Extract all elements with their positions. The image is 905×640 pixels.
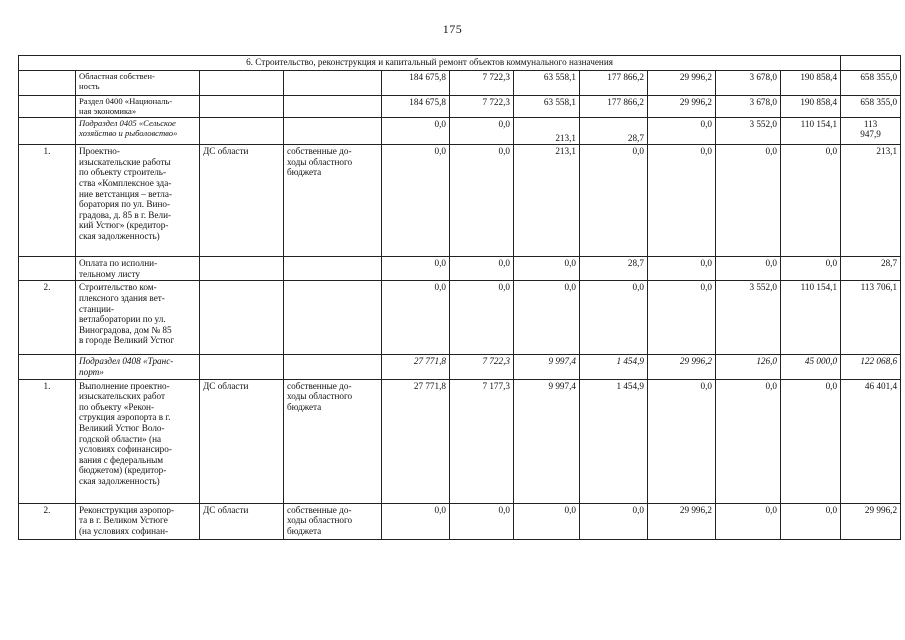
section-header-row — [19, 56, 901, 71]
row-name: Оплата по исполни- тельному листу — [76, 257, 200, 281]
row-source: собственные до- ходы областного бюджета — [284, 503, 382, 539]
row-total: 113 706,1 — [841, 281, 901, 355]
row-total: 658 355,0 — [841, 96, 901, 118]
budget-table — [18, 55, 901, 540]
row-total: 28,7 — [841, 257, 901, 281]
table-row: Подраздел 0408 «Транс- порт» 27 771,8 7 722,3 9 997,4 1 454,9 29 996,2 126,0 45 000,0 122 068,6 — [19, 355, 901, 379]
row-name: Строительство ком- плексного здания вет- станции- ветлаборатории по ул. Виноградова, дом № 85 в городе Великий Устюг — [76, 281, 200, 355]
table-row: Оплата по исполни- тельному листу 0,0 0,0 0,0 28,7 0,0 0,0 0,0 28,7 — [19, 257, 901, 281]
row-total: 658 355,0 — [841, 71, 901, 96]
row-total: 46 401,4 — [841, 379, 901, 503]
row-customer: ДС области — [200, 145, 284, 257]
table-row: 1. Выполнение проектно- изыскательских работ по объекту «Рекон- струкция аэропорта в г. Великий Устюг Воло- годской области» (на условиях софинансиро- вания с федеральным бюджетом) (кредитор- ская задолженность) ДС области собственные до- ходы областного бюджета 27 771,8 7 177,3 9 997,4 1 454,9 0,0 0,0 0,0 46 401,4 — [19, 379, 901, 503]
row-name: Реконструкция аэропор- та в г. Великом Устюге (на условиях софинан- — [76, 503, 200, 539]
row-customer: ДС области — [200, 503, 284, 539]
row-source: собственные до- ходы областного бюджета — [284, 379, 382, 503]
row-customer: ДС области — [200, 379, 284, 503]
section-title: 6. Строительство, реконструкция и капитальный ремонт объектов коммунального назначения — [19, 56, 841, 71]
table-row: 2. Строительство ком- плексного здания вет- станции- ветлаборатории по ул. Виноградова, дом № 85 в городе Великий Устюг 0,0 0,0 0,0 0,0 0,0 3 552,0 110 154,1 113 706,1 — [19, 281, 901, 355]
table-row: Раздел 0400 «Националь- ная экономика» 184 675,8 7 722,3 63 558,1 177 866,2 29 996,2 3 678,0 190 858,4 658 355,0 — [19, 96, 901, 118]
table-row: Областная собствен- ность 184 675,8 7 722,3 63 558,1 177 866,2 29 996,2 3 678,0 190 858,4 658 355,0 — [19, 71, 901, 96]
row-total: 122 068,6 — [841, 355, 901, 379]
row-source: собственные до- ходы областного бюджета — [284, 145, 382, 257]
row-name: Подраздел 0405 «Сельское хозяйство и рыболовство» — [76, 118, 200, 145]
row-total: 29 996,2 — [841, 503, 901, 539]
row-name: Подраздел 0408 «Транс- порт» — [76, 355, 200, 379]
row-name: Раздел 0400 «Националь- ная экономика» — [76, 96, 200, 118]
row-total: 213,1 — [841, 145, 901, 257]
table-row: 2. Реконструкция аэропор- та в г. Великом Устюге (на условиях софинан- ДС области собственные до- ходы областного бюджета 0,0 0,0 0,0 0,0 29 996,2 0,0 0,0 29 996,2 — [19, 503, 901, 539]
table-row: Подраздел 0405 «Сельское хозяйство и рыболовство» 0,0 0,0 213,1 28,7 0,0 3 552,0 110 154,1 113 947,9 — [19, 118, 901, 145]
row-total: 113 947,9 — [841, 118, 901, 145]
page-number: 175 — [442, 22, 463, 36]
row-name: Проектно- изыскательские работы по объекту строитель- ства «Комплексное зда- ние ветстанция – ветла- боратория по ул. Вино- градова, д. 85 в г. Вели- кий Устюг» (кредитор- ская задолженность) — [76, 145, 200, 257]
table-row: 1. Проектно- изыскательские работы по объекту строитель- ства «Комплексное зда- ние ветстанция – ветла- боратория по ул. Вино- градова, д. 85 в г. Вели- кий Устюг» (кредитор- ская задолженность) ДС области собственные до- ходы областного бюджета 0,0 0,0 213,1 0,0 0,0 0,0 0,0 213,1 — [19, 145, 901, 257]
row-name: Областная собствен- ность — [76, 71, 200, 96]
row-name: Выполнение проектно- изыскательских работ по объекту «Рекон- струкция аэропорта в г. Великий Устюг Воло- годской области» (на условиях софинансиро- вания с федеральным бюджетом) (кредитор- ская задолженность) — [76, 379, 200, 503]
